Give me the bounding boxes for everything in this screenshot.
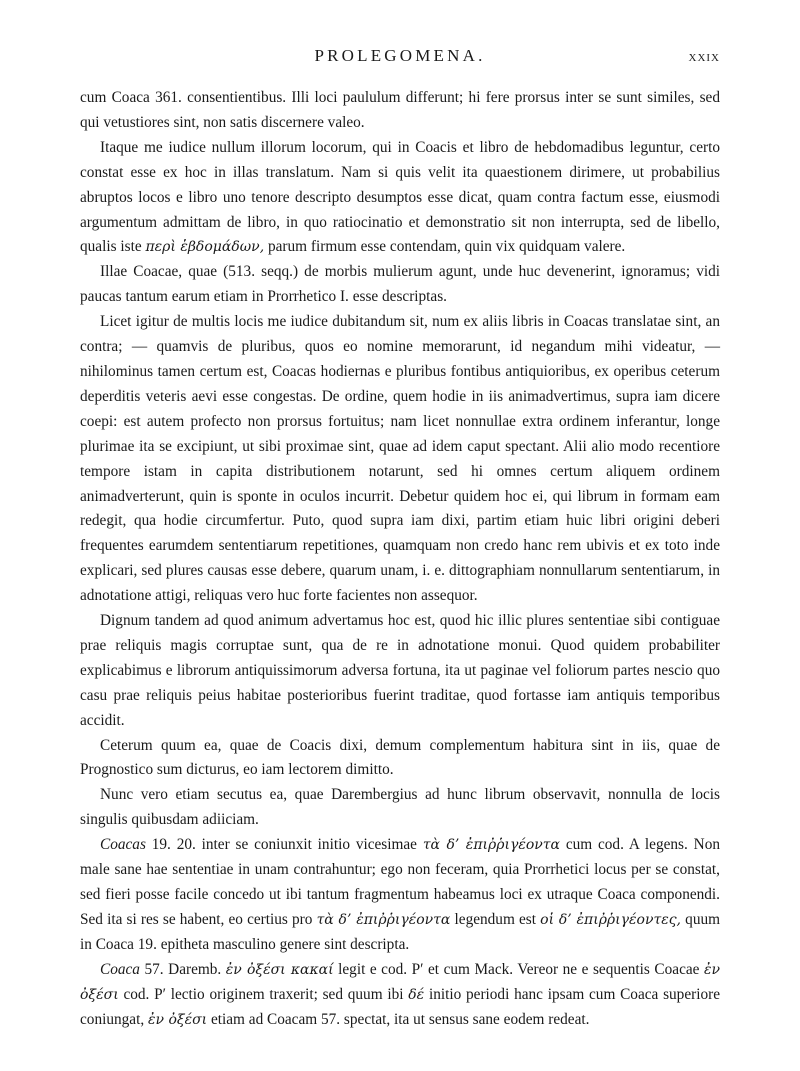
paragraph-5 <box>80 609 720 734</box>
paragraph-9 <box>80 958 720 1033</box>
paragraph-text: 19. 20. inter se coniunxit initio vicesimae <box>145 836 423 854</box>
paragraph-text: cod. P′ lectio originem traxerit; sed quum ibi <box>118 985 409 1003</box>
paragraph-3 <box>80 260 720 310</box>
paragraph-8 <box>80 833 720 958</box>
paragraph-2 <box>80 136 720 261</box>
greek-phrase: τὰ δ’ ἐπιῤῥιγέοντα <box>316 911 451 928</box>
greek-phrase: τὰ δ’ ἐπιῤῥιγέοντα <box>422 837 560 854</box>
paragraph-text: legendum est <box>450 910 541 928</box>
paragraph-text: cum Coaca 361. consentientibus. Illi loci paululum differunt; hi fere prorsus inter se sunt similes, sed qui vetustiores sint, non satis discernere valeo. <box>80 89 720 131</box>
paragraph-1 <box>80 86 720 136</box>
paragraph-text: 57. Daremb. <box>139 960 226 978</box>
greek-phrase: οἱ δ’ ἐπιῤῥιγέοντες, <box>540 911 682 928</box>
greek-phrase: ἐν ὀξέσι <box>80 961 720 1003</box>
paragraph-text: Ceterum quum ea, quae de Coacis dixi, demum complementum habitura sint in iis, quae de Prognostico sum dicturus, eo iam lectorem dimitto. <box>80 736 720 779</box>
body-text <box>80 86 720 1032</box>
paragraph-text: Illae Coacae, quae (513. seqq.) de morbis mulierum agunt, unde huc devenerint, ignoramus; vidi paucas tantum earum etiam in Prorrhetico I. esse descriptas. <box>80 263 720 306</box>
paragraph-4 <box>80 310 720 609</box>
paragraph-text: parum firmum esse contendam, quin vix quidquam valere. <box>264 238 626 256</box>
paragraph-text: Dignum tandem ad quod animum advertamus hoc est, quod hic illic plures sententiae sibi contiguae prae reliquis magis corruptae sunt, qua de re in adnotatione monui. Quod quidem probabiliter explicabimus e librorum antiquissimorum adversa fortuna, ita ut paginae vel foliorum partes nescio quo casu prae reliquis peius habitae posterioribus fuerint traditae, quod fortasse iam antiquis temporibus accidit. <box>80 612 720 729</box>
page-number: XXIX <box>688 52 720 64</box>
paragraph-text: legit e cod. P′ et cum Mack. Vereor ne e sequentis Coacae <box>333 960 704 978</box>
italic-lemma: Coaca <box>100 960 140 978</box>
paragraph-text: quum in Coaca 19. epitheta masculino genere sint descripta. <box>80 910 721 953</box>
paragraph-6 <box>80 734 720 784</box>
paragraph-text: cum cod. A legens. Non male sane hae sententiae in unam contrahuntur; ego non feceram, quia Prorrhetici locus per se constat, sed fieri posse facile concedo ut ibi tantum fragmentum habeamus loci ex utraque Coaca componendi. Sed ita si res se habent, eo certius pro <box>80 836 720 928</box>
paragraph-text: etiam ad Coacam 57. spectat, ita ut sensus sane eodem redeat. <box>207 1010 590 1028</box>
greek-phrase: ἐν ὀξέσι κακαί <box>225 961 334 978</box>
paragraph-text: initio periodi hanc ipsam cum Coaca superiore coniungat, <box>80 985 720 1028</box>
paragraph-text: Nunc vero etiam secutus ea, quae Darembergius ad hunc librum observavit, nonnulla de locis singulis quibusdam adiiciam. <box>80 786 720 829</box>
running-title: PROLEGOMENA. <box>314 46 486 65</box>
paragraph-text: Itaque me iudice nullum illorum locorum, qui in Coacis et libro de hebdomadibus leguntur, certo constat esse ex hoc in illas translatum. Nam si quis velit ita quaestionem dirimere, ut probabilius abruptos locos e libro uno tenore descripto desumptos esse dicat, quam contra factum esse, eiusmodi argumentum admittam de libro, in quo ratiocinatio et demonstratio sit non interrupta, sed de libello, qualis iste <box>80 138 720 256</box>
paragraph-text: Licet igitur de multis locis me iudice dubitandum sit, num ex aliis libris in Coacas translatae sint, an contra; — quamvis de pluribus, quos eo nomine memorarunt, id negandum mihi videatur, — nihilominus tamen certum est, Coacas hodiernas e pluribus fontibus antiquioribus, ex operibus ceterum deperditis veteris aevi esse congestas. De ordine, quem hodie in iis animadvertimus, supra iam dicere coepi: est autem profecto non prorsus fortuitus; nam licet nonnullae extra ordinem inferantur, longe plurimae ita se excipiunt, ut sibi proximae sint, quae ad idem caput spectant. Alii alio modo recentiore tempore istam in capita distributionem notarunt, sed hi omnes certum aliquem ordinem animadverterunt, quin is sponte in oculos incurrit. Debetur quidem hoc ei, qui librum in formam eam redegit, qua hodie circumfertur. Puto, quod supra iam dixi, partim etiam huic libri origini deberi frequentes earumdem sententiarum repetitiones, quamquam non credo hanc rem ubivis et ex toto inde explicari, sed plures causas esse debere, quarum unam, i. e. dittographiam nonnullarum sententiarum, in adnotatione attigi, reliquas vero huc forte facientes non assequor. <box>80 313 720 605</box>
greek-phrase: ἐν ὀξέσι <box>147 1011 208 1028</box>
italic-lemma: Coacas <box>100 836 146 854</box>
greek-phrase: δέ <box>408 986 425 1003</box>
page-header <box>80 46 720 70</box>
paragraph-7 <box>80 783 720 833</box>
greek-phrase: περὶ ἑβδομάδων, <box>145 239 265 256</box>
